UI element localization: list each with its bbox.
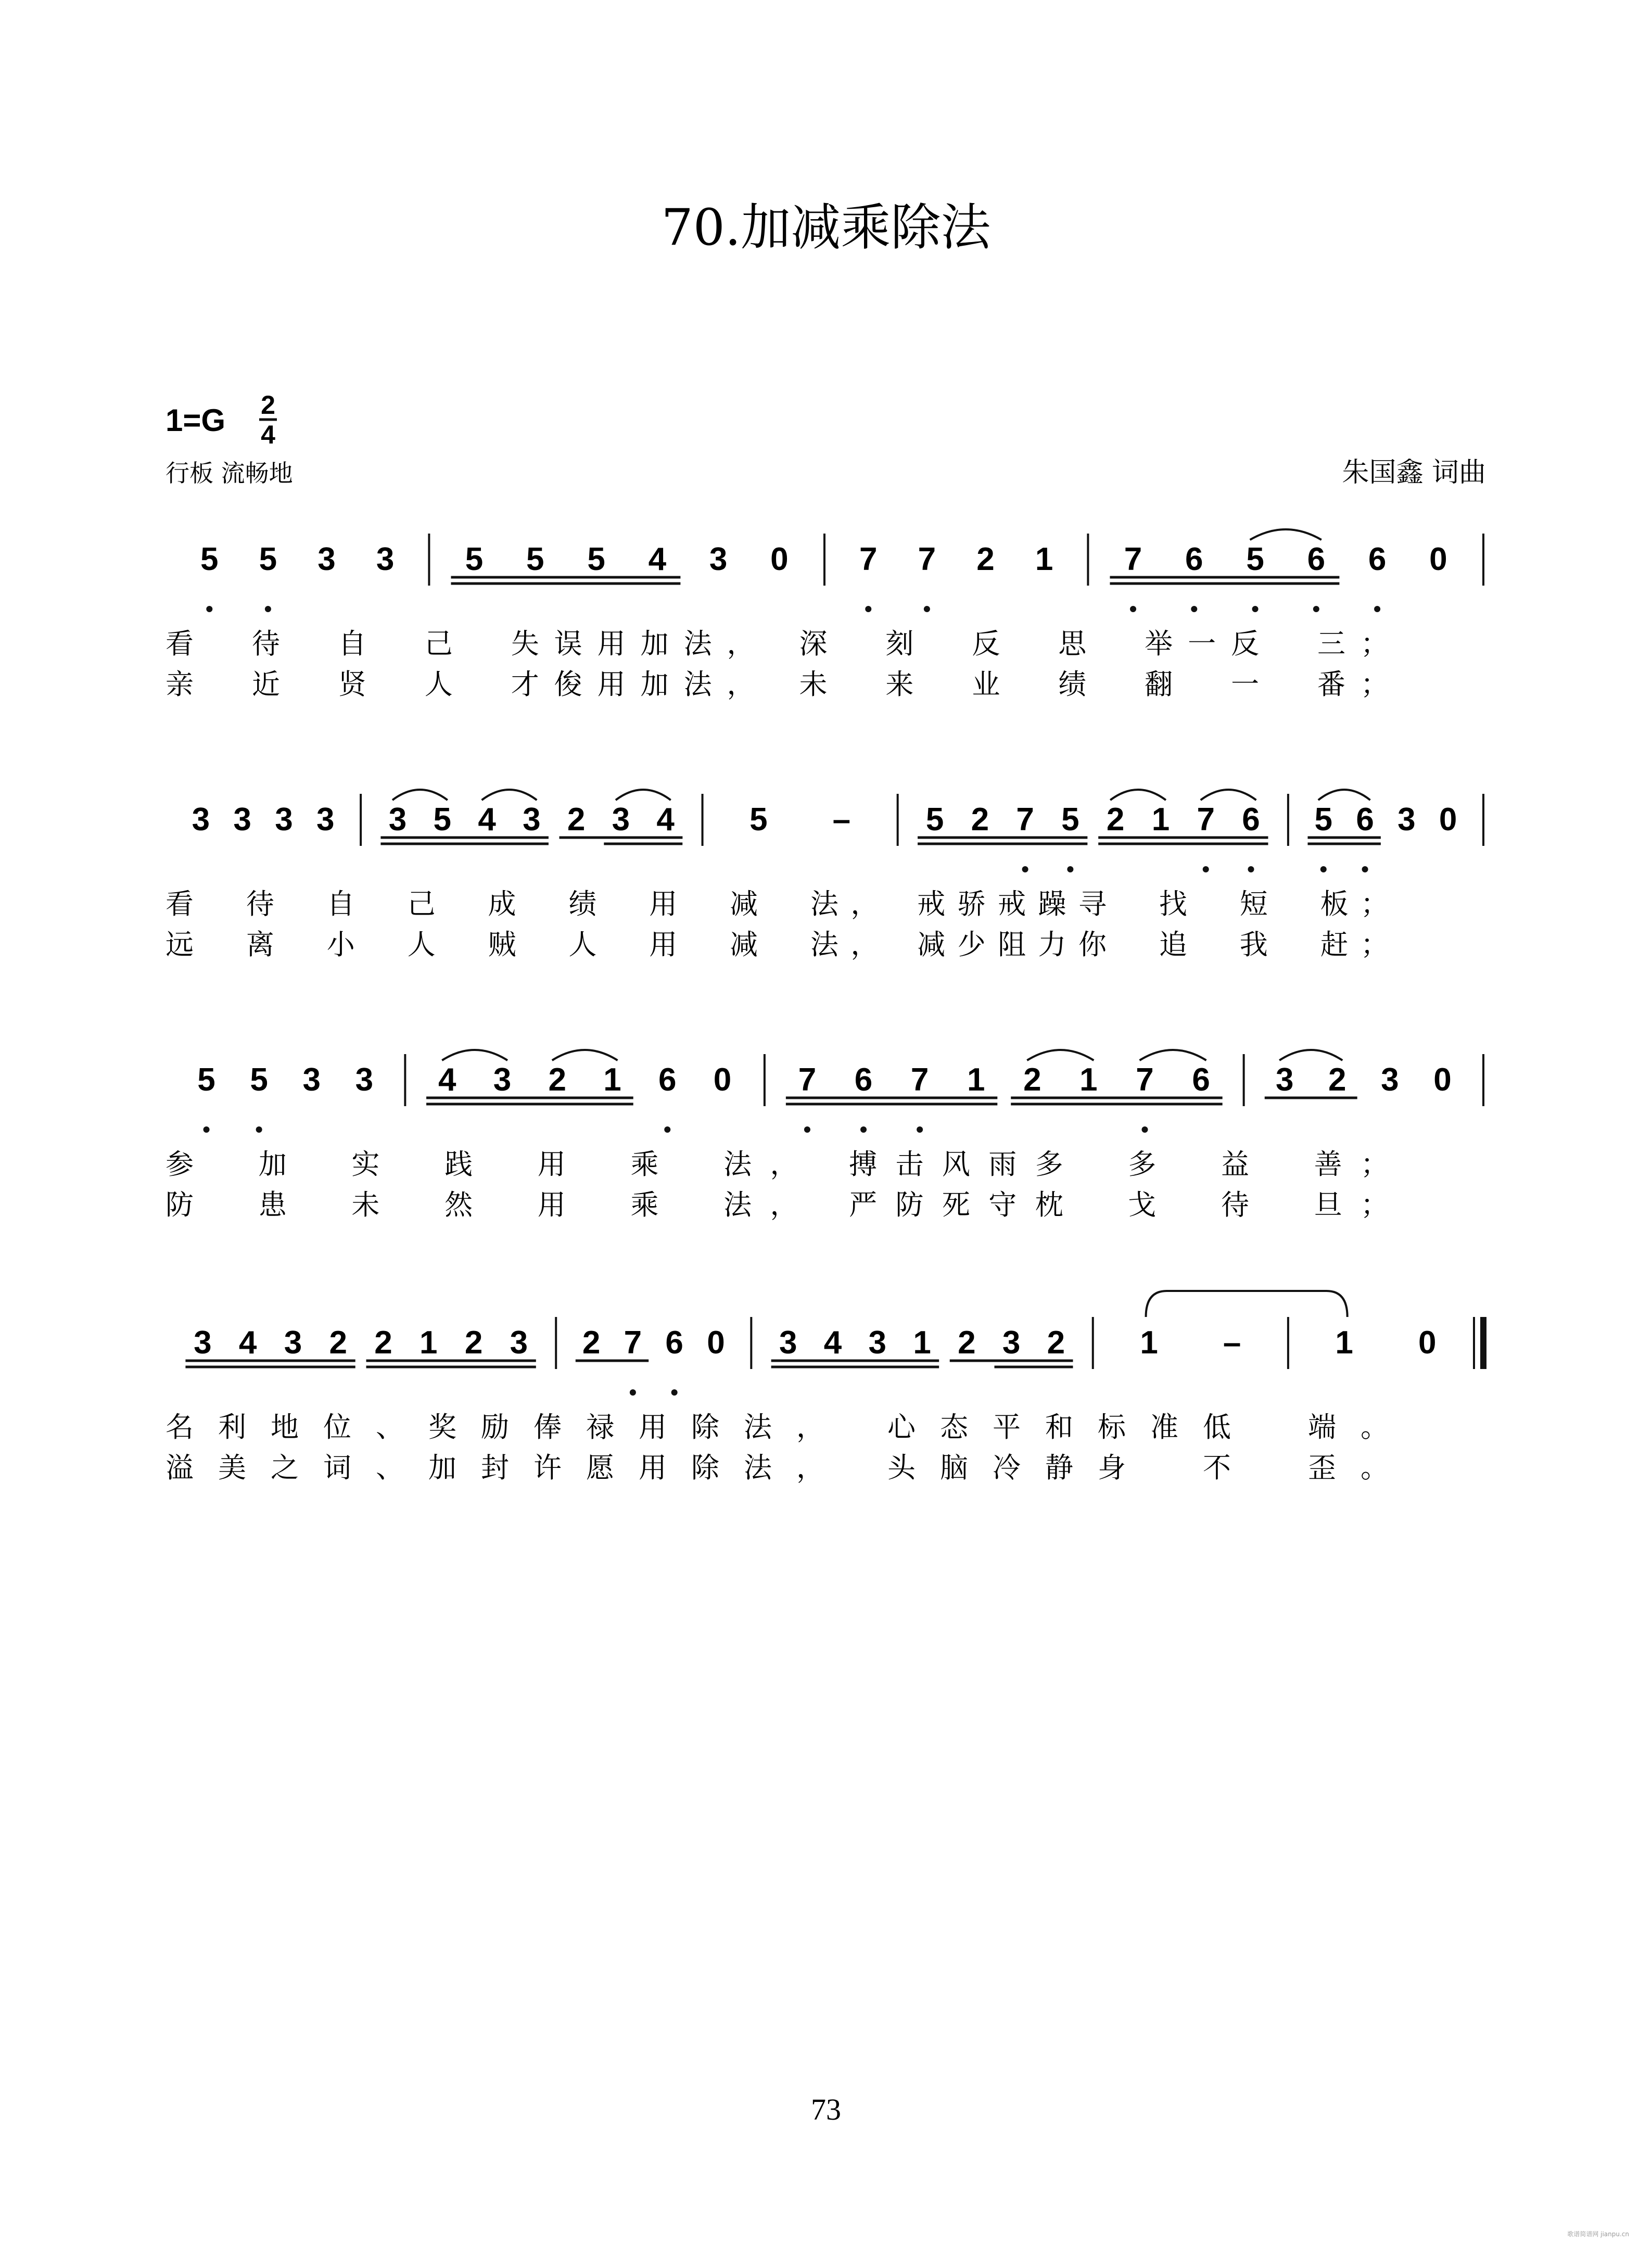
note: 5 <box>587 541 605 577</box>
note: 6 <box>1185 541 1203 577</box>
note: 2 <box>1106 802 1125 838</box>
note: 5 <box>200 541 219 577</box>
note: 0 <box>1433 1062 1452 1098</box>
page-number: 73 <box>811 2093 841 2126</box>
lyric-line: 亲 近 贤 人 才俊用加法， 未 来 业 绩 翻 一 番； <box>166 668 1389 701</box>
note: 1 <box>603 1062 621 1098</box>
note: 2 <box>971 802 989 838</box>
note: 6 <box>1368 541 1387 577</box>
note: 4 <box>656 802 675 838</box>
note: 5 <box>197 1062 215 1098</box>
note: 7 <box>1124 541 1142 577</box>
slur <box>1250 529 1321 540</box>
note: 2 <box>1047 1325 1065 1361</box>
note: 7 <box>798 1062 817 1098</box>
octave-dot <box>256 1126 262 1133</box>
note: 2 <box>464 1325 483 1361</box>
note: 5 <box>259 541 277 577</box>
note: 3 <box>1397 802 1416 838</box>
note: 1 <box>913 1325 931 1361</box>
note: 0 <box>713 1062 732 1098</box>
octave-dot <box>1130 606 1136 612</box>
note: 2 <box>958 1325 976 1361</box>
note: 3 <box>709 541 728 577</box>
song-title: 70.加减乘除法 <box>661 198 991 257</box>
note: 7 <box>1016 802 1034 838</box>
note: 7 <box>859 541 878 577</box>
slur <box>1140 1050 1206 1060</box>
slur <box>552 1050 618 1060</box>
slur <box>616 790 671 800</box>
note: 3 <box>233 802 251 838</box>
note: 2 <box>567 802 586 838</box>
note: 2 <box>329 1325 347 1361</box>
octave-dot <box>1313 606 1319 612</box>
note: 3 <box>388 802 407 838</box>
lyric-line: 名利地位、奖励俸禄用除法， 心态平和标准低 端。 <box>166 1411 1389 1443</box>
tie <box>1146 1291 1348 1317</box>
note: 3 <box>355 1062 374 1098</box>
key-signature <box>166 390 277 449</box>
note: 1 <box>420 1325 438 1361</box>
lyric-line: 参 加 实 践 用 乘 法， 搏击风雨多 多 益 善； <box>166 1148 1389 1181</box>
note: 0 <box>1429 541 1447 577</box>
note: 3 <box>376 541 395 577</box>
note: 3 <box>523 802 541 838</box>
octave-dot <box>664 1126 670 1133</box>
octave-dot <box>630 1389 636 1396</box>
lyric-line: 防 患 未 然 用 乘 法， 严防死守枕 戈 待 旦； <box>166 1188 1389 1221</box>
octave-dot <box>671 1389 678 1396</box>
watermark: 歌谱简谱网 jianpu.cn <box>1567 2231 1629 2238</box>
note: 5 <box>1314 802 1333 838</box>
octave-dot <box>1203 866 1209 872</box>
note: 5 <box>433 802 452 838</box>
note: 6 <box>854 1062 873 1098</box>
note: 3 <box>192 802 210 838</box>
note: 2 <box>582 1325 601 1361</box>
octave-dot <box>265 606 271 612</box>
slur <box>482 790 537 800</box>
note: 3 <box>493 1062 512 1098</box>
note: 3 <box>510 1325 528 1361</box>
note: 7 <box>1197 802 1215 838</box>
slur <box>442 1050 507 1060</box>
note: 3 <box>317 541 336 577</box>
slur <box>1318 790 1370 800</box>
lyric-line: 看 待 自 己 成 绩 用 减 法， 戒骄戒躁寻 找 短 板； <box>166 888 1389 920</box>
octave-dot <box>1252 606 1259 612</box>
key-label: 1=G <box>166 403 226 438</box>
credit: 朱国鑫 词曲 <box>1342 457 1486 488</box>
note: 3 <box>779 1325 797 1361</box>
note: 4 <box>648 541 667 577</box>
note: 0 <box>1418 1325 1437 1361</box>
note: 1 <box>1335 1325 1353 1361</box>
octave-dot <box>206 606 212 612</box>
note: 3 <box>612 802 630 838</box>
note: 7 <box>910 1062 929 1098</box>
slur <box>1279 1050 1342 1060</box>
note: 2 <box>374 1325 392 1361</box>
note: 4 <box>478 802 496 838</box>
octave-dot <box>860 1126 867 1133</box>
note: 2 <box>1328 1062 1346 1098</box>
octave-dot <box>204 1126 210 1133</box>
time-numerator: 2 <box>261 390 275 420</box>
note: 5 <box>1246 541 1264 577</box>
note: – <box>832 802 851 838</box>
note: 3 <box>194 1325 212 1361</box>
note: 6 <box>1307 541 1326 577</box>
note: 0 <box>707 1325 725 1361</box>
lyric-line: 远 离 小 人 贼 人 用 减 法， 减少阻力你 追 我 赶； <box>166 928 1389 961</box>
note: 4 <box>823 1325 842 1361</box>
system-1 <box>166 529 1483 701</box>
note: 5 <box>925 802 944 838</box>
note: 6 <box>658 1062 677 1098</box>
note: – <box>1223 1325 1241 1361</box>
system-2 <box>166 790 1483 961</box>
octave-dot <box>1191 606 1197 612</box>
lyric-line: 看 待 自 己 失误用加法， 深 刻 反 思 举一反 三； <box>166 627 1389 660</box>
slur <box>1027 1050 1094 1060</box>
note: 7 <box>624 1325 642 1361</box>
lyric-line: 溢美之词、加封许愿用除法， 头脑冷静身 不 歪。 <box>166 1451 1389 1484</box>
note: 3 <box>1275 1062 1294 1098</box>
note: 1 <box>1151 802 1170 838</box>
note: 0 <box>1439 802 1457 838</box>
note: 6 <box>665 1325 683 1361</box>
octave-dot <box>924 606 930 612</box>
octave-dot <box>1142 1126 1148 1133</box>
note: 6 <box>1192 1062 1210 1098</box>
note: 1 <box>1035 541 1053 577</box>
octave-dot <box>1362 866 1368 872</box>
note: 4 <box>438 1062 456 1098</box>
octave-dot <box>1248 866 1254 872</box>
system-3 <box>166 1050 1483 1221</box>
note: 0 <box>770 541 789 577</box>
note: 3 <box>302 1062 321 1098</box>
octave-dot <box>1067 866 1073 872</box>
note: 1 <box>1079 1062 1098 1098</box>
note: 6 <box>1242 802 1260 838</box>
note: 3 <box>1002 1325 1021 1361</box>
octave-dot <box>917 1126 923 1133</box>
note: 1 <box>1140 1325 1158 1361</box>
octave-dot <box>865 606 871 612</box>
note: 4 <box>238 1325 257 1361</box>
time-denominator: 4 <box>261 420 275 449</box>
note: 1 <box>967 1062 985 1098</box>
note: 3 <box>1381 1062 1399 1098</box>
note: 5 <box>465 541 484 577</box>
octave-dot <box>1320 866 1327 872</box>
note: 7 <box>918 541 936 577</box>
notation-systems <box>166 529 1483 1484</box>
octave-dot <box>1374 606 1380 612</box>
note: 2 <box>548 1062 566 1098</box>
note: 3 <box>284 1325 302 1361</box>
note: 5 <box>1061 802 1079 838</box>
note: 7 <box>1136 1062 1154 1098</box>
note: 5 <box>749 802 768 838</box>
note: 3 <box>868 1325 887 1361</box>
note: 2 <box>976 541 995 577</box>
system-4 <box>166 1291 1483 1484</box>
note: 6 <box>1356 802 1374 838</box>
note: 5 <box>250 1062 268 1098</box>
octave-dot <box>1022 866 1028 872</box>
note: 5 <box>526 541 544 577</box>
note: 3 <box>316 802 335 838</box>
slur <box>1201 790 1256 800</box>
note: 2 <box>1023 1062 1041 1098</box>
slur <box>392 790 448 800</box>
tempo-marking: 行板 流畅地 <box>166 459 293 487</box>
slur <box>1110 790 1166 800</box>
octave-dot <box>804 1126 810 1133</box>
note: 3 <box>275 802 293 838</box>
